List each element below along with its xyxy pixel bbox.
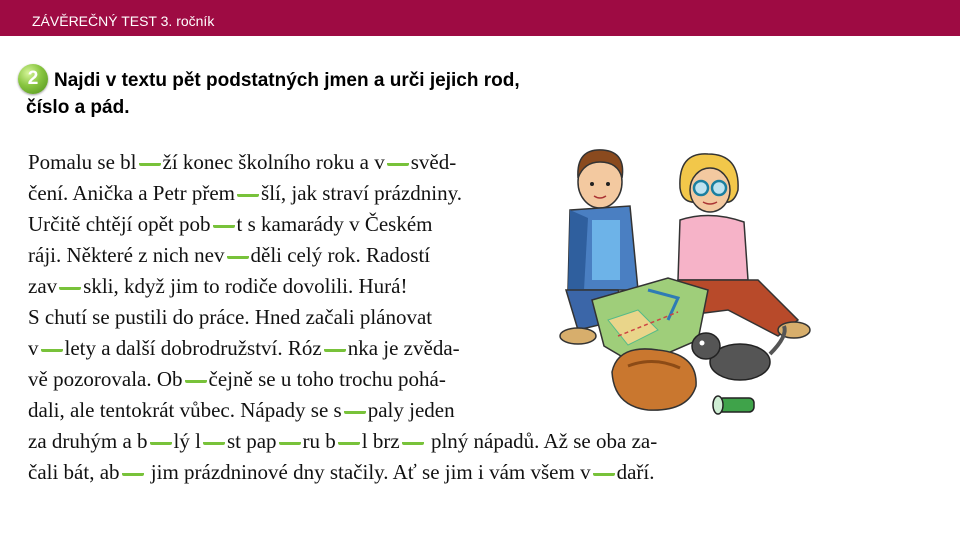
blank-gap[interactable] <box>203 440 225 445</box>
text-segment: daří. <box>616 460 655 484</box>
text-segment: skli, když jim to rodiče dovolili. Hurá! <box>83 274 408 298</box>
dog-drawing <box>692 326 785 380</box>
text-line <box>28 147 542 178</box>
blank-gap[interactable] <box>41 347 63 352</box>
text-segment: čení. Anička a Petr přem <box>28 181 236 205</box>
text-segment: za druhým a b <box>28 429 148 453</box>
blank-gap[interactable] <box>227 254 249 259</box>
text-segment: čejně se u toho trochu pohá- <box>208 367 446 391</box>
blank-gap[interactable] <box>338 440 360 445</box>
flashlight-drawing <box>713 396 754 414</box>
text-segment: lý l <box>173 429 201 453</box>
text-segment: šlí, jak straví prázdniny. <box>261 181 463 205</box>
text-line <box>28 271 407 302</box>
text-segment: v <box>28 336 39 360</box>
children-illustration <box>548 140 818 420</box>
blank-gap[interactable] <box>593 471 615 476</box>
backpack-drawing <box>612 349 696 410</box>
blank-gap[interactable] <box>387 161 409 166</box>
text-line <box>28 426 657 457</box>
text-segment: nka je zvěda- <box>347 336 460 360</box>
blank-gap[interactable] <box>237 192 259 197</box>
blank-gap[interactable] <box>402 440 424 445</box>
text-segment: svěd- <box>410 150 457 174</box>
text-segment: ráji. Některé z nich nev <box>28 243 225 267</box>
text-segment: paly jeden <box>367 398 455 422</box>
blank-gap[interactable] <box>150 440 172 445</box>
text-segment: zav <box>28 274 58 298</box>
text-line <box>28 240 430 271</box>
text-segment: S chutí se pustili do práce. Hned začali plánovat <box>28 305 433 329</box>
text-line <box>28 395 455 426</box>
task-number-badge: 2 <box>18 64 48 94</box>
blank-gap[interactable] <box>139 161 161 166</box>
text-segment: lety a další dobrodružství. Róz <box>64 336 322 360</box>
blank-gap[interactable] <box>344 409 366 414</box>
blank-gap[interactable] <box>185 378 207 383</box>
text-segment: čali bát, ab <box>28 460 120 484</box>
text-segment: dali, ale tentokrát vůbec. Nápady se s <box>28 398 342 422</box>
blank-gap[interactable] <box>122 471 144 476</box>
text-line <box>28 302 432 333</box>
text-segment: jim prázdninové dny stačily. Ať se jim i vám všem v <box>145 460 591 484</box>
text-segment: st pap <box>226 429 277 453</box>
text-segment: l brz <box>361 429 400 453</box>
blank-gap[interactable] <box>59 285 81 290</box>
text-line <box>28 178 462 209</box>
text-segment: Určitě chtějí opět pob <box>28 212 211 236</box>
text-line <box>28 333 460 364</box>
blank-gap[interactable] <box>213 223 235 228</box>
text-segment: Pomalu se bl <box>28 150 137 174</box>
task-text: Najdi v textu pět podstatných jmen a urči jejich rod, číslo a pád. <box>26 70 520 118</box>
text-segment: vě pozorovala. Ob <box>28 367 183 391</box>
text-line <box>28 364 446 395</box>
text-segment: ží konec školního roku a v <box>162 150 385 174</box>
header-bar <box>0 0 960 36</box>
text-segment: děli celý rok. Radostí <box>250 243 431 267</box>
text-segment: ru b <box>302 429 336 453</box>
header-title: ZÁVĚREČNÝ TEST 3. ročník <box>32 13 215 29</box>
blank-gap[interactable] <box>279 440 301 445</box>
text-line <box>28 209 432 240</box>
text-segment: t s kamarády v Českém <box>236 212 433 236</box>
blank-gap[interactable] <box>324 347 346 352</box>
text-line <box>28 457 655 488</box>
text-segment: plný nápadů. Až se oba za- <box>425 429 658 453</box>
